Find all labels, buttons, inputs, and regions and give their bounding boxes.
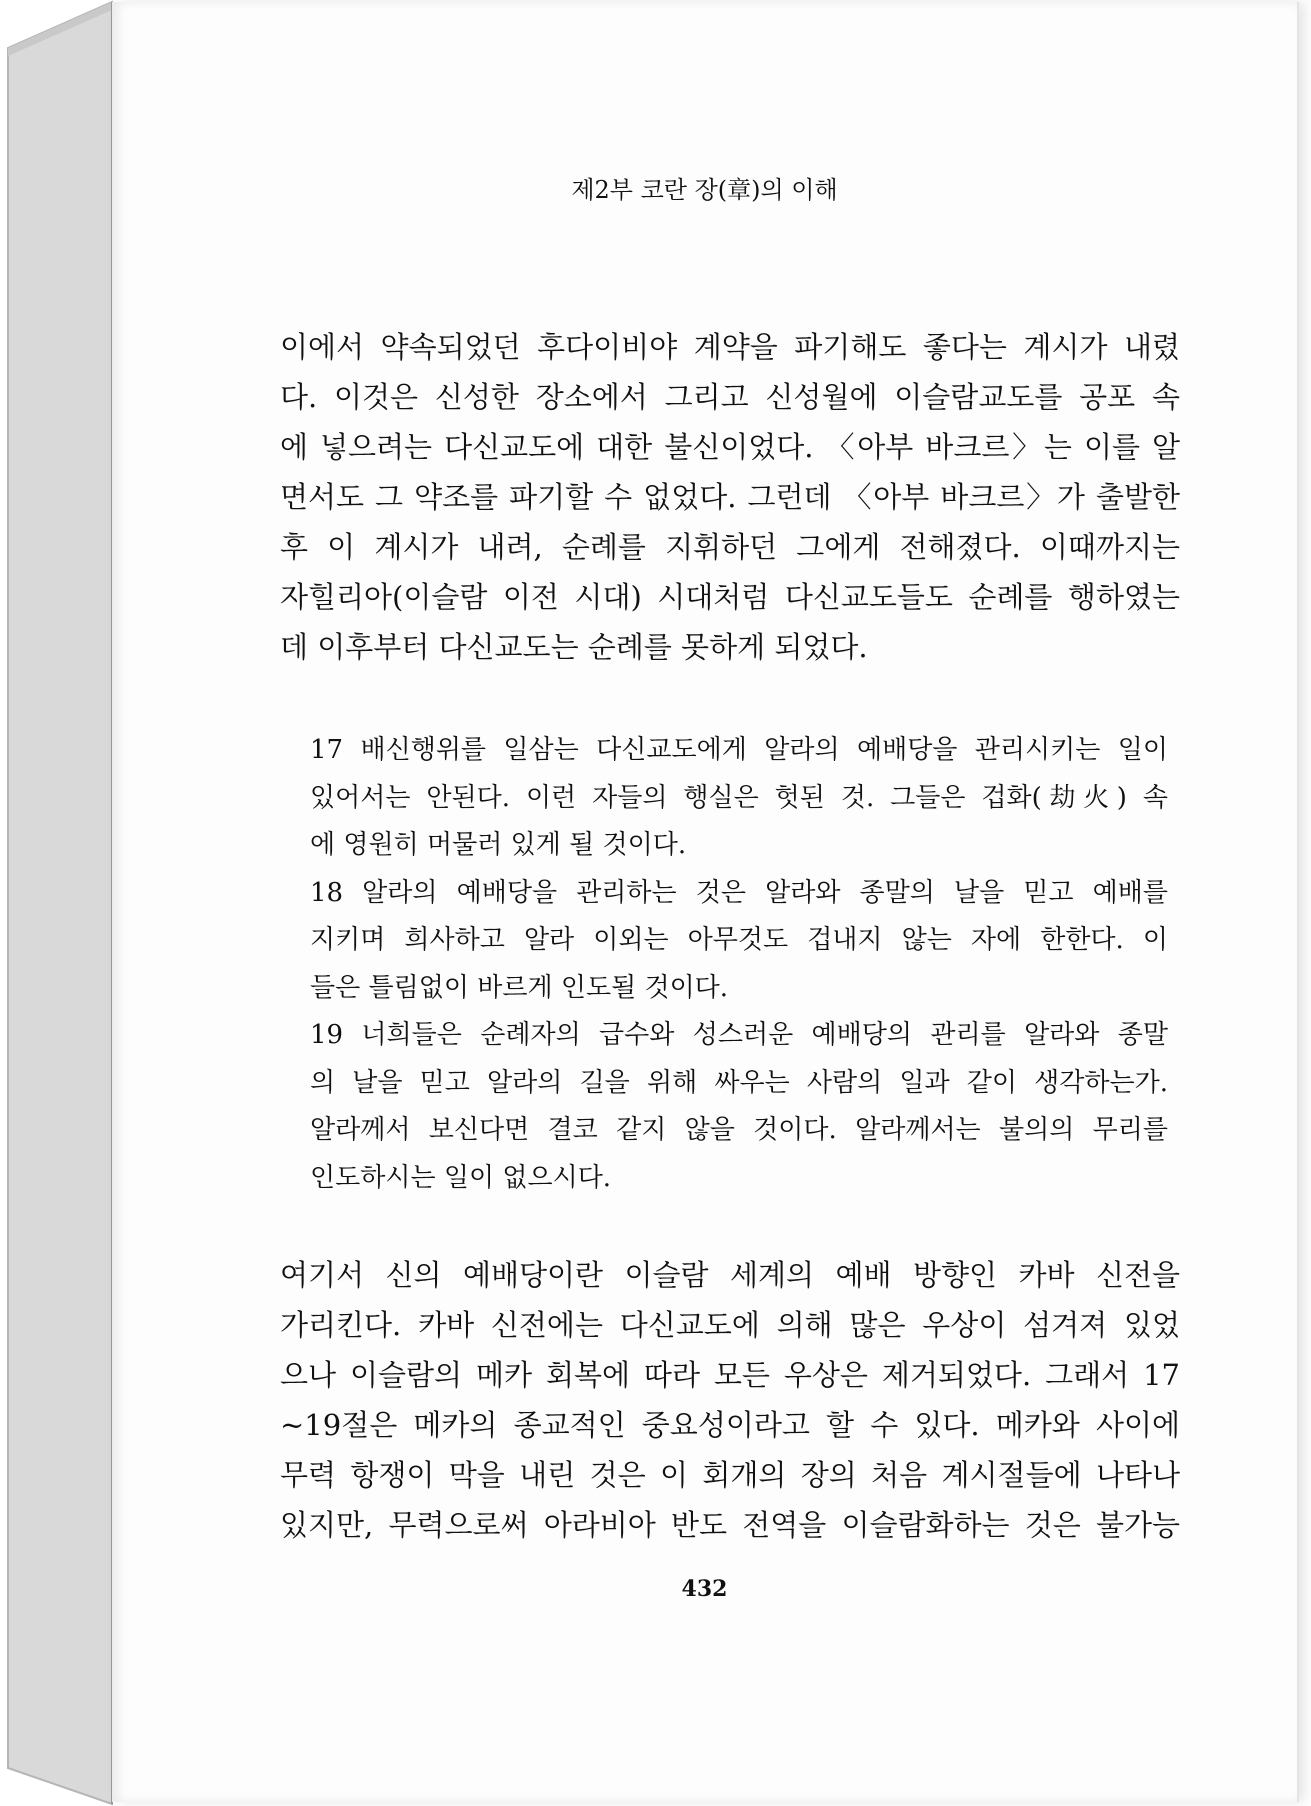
paragraph-line: ~19절은 메카의 종교적인 중요성이라고 할 수 있다. 메카와 사이에 — [280, 1408, 1180, 1442]
verse-quotation — [310, 727, 1168, 1202]
paragraph-line: 다. 이것은 신성한 장소에서 그리고 신성월에 이슬람교도를 공포 속 — [280, 380, 1180, 414]
verse-line: 17 배신행위를 일삼는 다신교도에게 알라의 예배당을 관리시키는 일이 — [310, 735, 1168, 765]
verse-line: 의 날을 믿고 알라의 길을 위해 싸우는 사람의 일과 같이 생각하는가. — [310, 1067, 1168, 1098]
verse-line: 에 영원히 머물러 있게 될 것이다. — [310, 830, 687, 860]
verse-line: 19 너희들은 순례자의 급수와 성스러운 예배당의 관리를 알라와 종말 — [310, 1020, 1168, 1050]
paragraph-line: 으나 이슬람의 메카 회복에 따라 모든 우상은 제거되었다. 그래서 17 — [280, 1358, 1180, 1392]
paragraph-line: 후 이 계시가 내려, 순례를 지휘하던 그에게 전해졌다. 이때까지는 — [280, 530, 1180, 564]
page-number: 432 — [681, 1576, 728, 1602]
verse-line: 지키며 희사하고 알라 이외는 아무것도 겁내지 않는 자에 한한다. 이 — [310, 925, 1168, 955]
paragraph-line: 있지만, 무력으로써 아라비아 반도 전역을 이슬람화하는 것은 불가능 — [280, 1508, 1180, 1542]
book-page — [112, 2, 1299, 1802]
paragraph-line: 면서도 그 약조를 파기할 수 없었다. 그런데 〈아부 바크르〉가 출발한 — [280, 480, 1180, 514]
paragraph-line: 데 이후부터 다신교도는 순례를 못하게 되었다. — [280, 630, 868, 664]
paragraph-line: 이에서 약속되었던 후다이비야 계약을 파기해도 좋다는 계시가 내렸 — [280, 330, 1180, 364]
paragraph-1 — [280, 322, 1180, 672]
verse-line: 들은 틀림없이 바르게 인도될 것이다. — [310, 972, 729, 1003]
paragraph-line: 무력 항쟁이 막을 내린 것은 이 회개의 장의 처음 계시절들에 나타나 — [280, 1458, 1180, 1492]
verse-line: 있어서는 안된다. 이런 자들의 행실은 헛된 것. 그들은 겁화(劫火) 속 — [310, 782, 1168, 813]
paragraph-line: 여기서 신의 예배당이란 이슬람 세계의 예배 방향인 카바 신전을 — [280, 1258, 1180, 1292]
verse-line: 인도하시는 일이 없으시다. — [310, 1162, 612, 1193]
book-spine — [0, 0, 115, 1806]
paragraph-2 — [280, 1250, 1180, 1550]
verse-line: 알라께서 보신다면 결코 같지 않을 것이다. 알라께서는 불의의 무리를 — [310, 1115, 1168, 1145]
paragraph-line: 에 넣으려는 다신교도에 대한 불신이었다. 〈아부 바크르〉는 이를 알 — [280, 430, 1180, 464]
paragraph-line: 자힐리아(이슬람 이전 시대) 시대처럼 다신교도들도 순례를 행하였는 — [280, 580, 1180, 614]
running-head: 제2부 코란 장(章)의 이해 — [571, 176, 838, 204]
paragraph-line: 가리킨다. 카바 신전에는 다신교도에 의해 많은 우상이 섬겨져 있었 — [280, 1308, 1180, 1342]
verse-line: 18 알라의 예배당을 관리하는 것은 알라와 종말의 날을 믿고 예배를 — [310, 877, 1168, 908]
